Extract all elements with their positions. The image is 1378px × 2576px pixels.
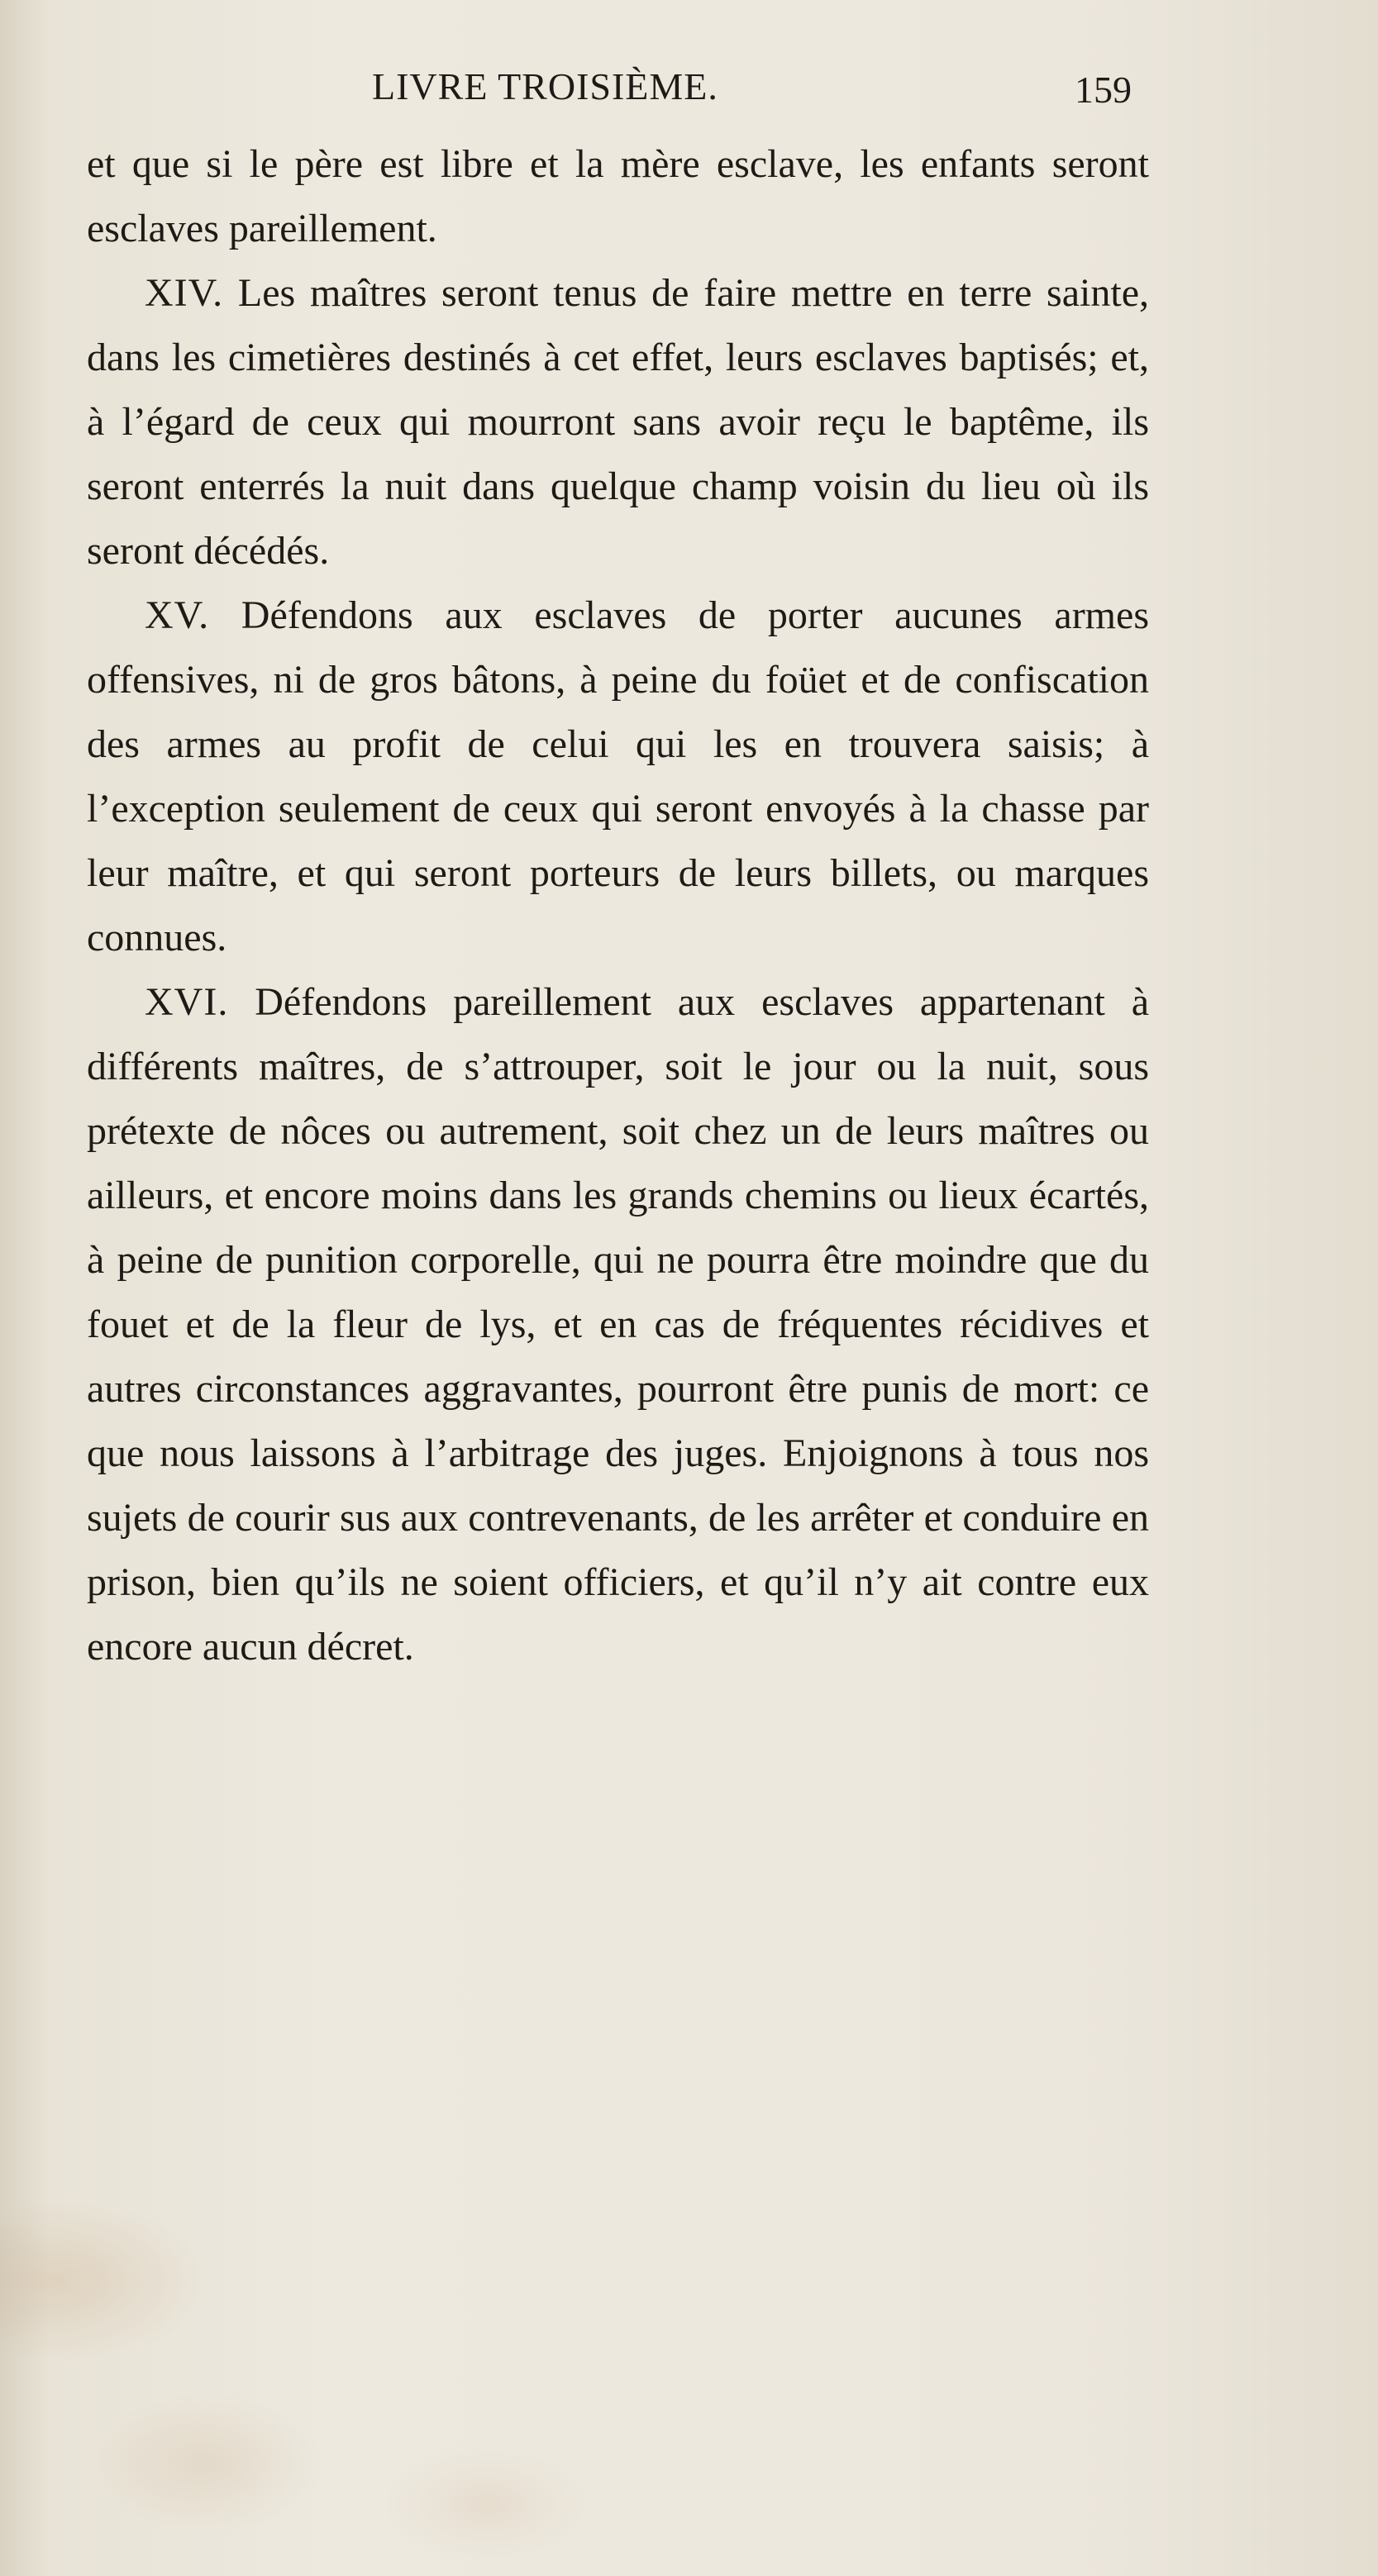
- paragraph-continuation: [87, 132, 1149, 261]
- paragraph-text: Défendons aux esclaves de porter aucunes armes offensives, ni de gros bâtons, à peine du foüet et de confiscation des armes au profit de celui qui les en trouvera saisis; à l’exception seulement de ceux qui seront envoyés à la chasse par leur maître, et qui seront porteurs de leurs billets, ou marques connues.: [87, 593, 1149, 959]
- article-xv: [87, 583, 1149, 970]
- article-number: XV.: [145, 593, 210, 637]
- article-number: XVI.: [145, 980, 229, 1024]
- page-header: [0, 64, 1378, 122]
- article-number: XIV.: [145, 271, 224, 315]
- paragraph-text: Les maîtres seront tenus de faire mettre en terre sainte, dans les cimetières destinés à cet effet, leurs esclaves baptisés; et, à l’égard de ceux qui mourront sans avoir reçu le baptême, ils seront enterrés la nuit dans quelque champ voisin du lieu où ils seront décédés.: [87, 271, 1149, 573]
- body-text: [87, 132, 1149, 1679]
- paragraph-text: Défendons pareillement aux esclaves appartenant à différents maîtres, de s’attrouper, soit le jour ou la nuit, sous prétexte de nôces ou autrement, soit chez un de leurs maîtres ou ailleurs, et encore moins dans les grands chemins ou lieux écartés, à peine de punition corporelle, qui ne pourra être moindre que du fouet et de la fleur de lys, et en cas de fréquentes récidives et autres circonstances aggravantes, pourront être punis de mort: ce que nous laissons à l’arbitrage des juges. Enjoignons à tous nos sujets de courir sus aux contrevenants, de les arrêter et conduire en prison, bien qu’ils ne soient officiers, et qu’il n’y ait contre eux encore aucun décret.: [87, 980, 1150, 1669]
- article-xiv: [87, 261, 1149, 583]
- running-title: LIVRE TROISIÈME.: [372, 65, 718, 107]
- page-number: 159: [1075, 69, 1132, 111]
- paragraph-text: et que si le père est libre et la mère esclave, les enfants seront esclaves pareillement.: [87, 142, 1149, 250]
- article-xvi: [87, 970, 1149, 1679]
